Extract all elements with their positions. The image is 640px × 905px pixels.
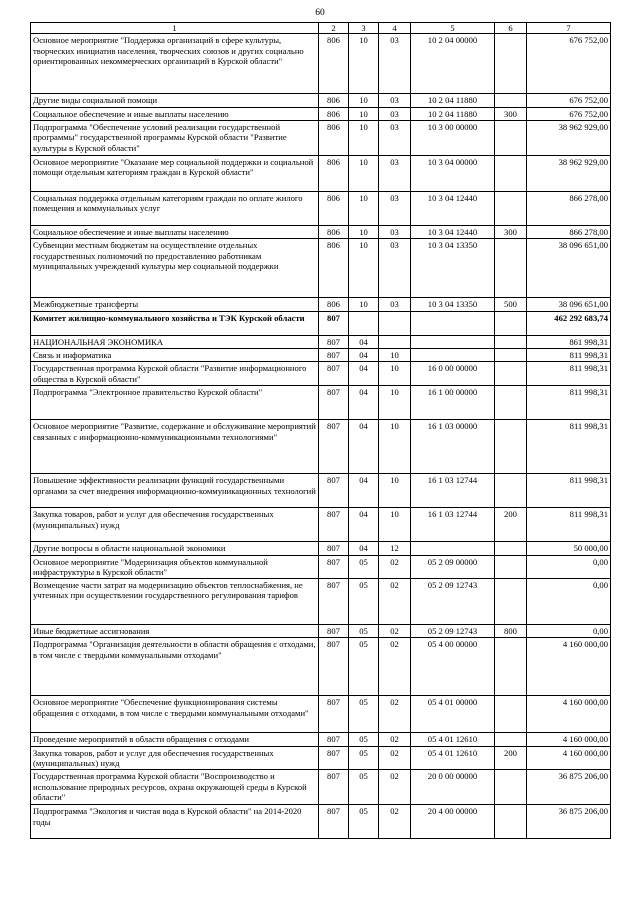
table-row (31, 94, 611, 107)
table-row (31, 335, 611, 348)
row-name-cell: Проведение мероприятий в области обращения с отходами (31, 733, 319, 746)
row-rz-cell: 05 (349, 696, 379, 733)
row-gr-cell: 807 (319, 805, 349, 839)
row-gr-cell: 807 (319, 638, 349, 696)
row-csr-cell: 20 4 00 00000 (411, 805, 495, 839)
row-amount-cell: 36 875 206,00 (527, 770, 611, 805)
row-vr-cell (495, 155, 527, 191)
table-row (31, 555, 611, 579)
budget-table (30, 22, 611, 839)
row-amount-cell: 38 962 929,00 (527, 155, 611, 191)
row-vr-cell (495, 94, 527, 107)
row-name-cell: Закупка товаров, работ и услуг для обеспечения государственных (муниципальных) нужд (31, 508, 319, 542)
row-gr-cell: 807 (319, 579, 349, 625)
row-amount-cell: 38 096 651,00 (527, 239, 611, 298)
row-name-cell: Подпрограмма "Обеспечение условий реализации государственной программы" государственной программы Курской области "Развитие культуры в Курской области" (31, 120, 319, 155)
row-name-cell: Основное мероприятие "Поддержка организаций в сфере культуры, творческих инициатив населения, творческих союзов и других социально ориентированных некоммерческих организаций в Курской области" (31, 34, 319, 94)
column-header: 6 (495, 23, 527, 34)
row-csr-cell: 10 3 04 13350 (411, 239, 495, 298)
row-gr-cell: 807 (319, 696, 349, 733)
row-name-cell: Подпрограмма "Организация деятельности в области обращения с отходами, в том числе с твердыми коммунальными отходами" (31, 638, 319, 696)
row-vr-cell (495, 386, 527, 420)
row-amount-cell: 866 278,00 (527, 191, 611, 225)
row-name-cell: Комитет жилищно-коммунального хозяйства и ТЭК Курской области (31, 311, 319, 335)
row-rz-cell: 10 (349, 225, 379, 238)
row-amount-cell: 38 962 929,00 (527, 120, 611, 155)
row-amount-cell: 0,00 (527, 625, 611, 638)
row-gr-cell: 807 (319, 508, 349, 542)
row-pr-cell: 02 (379, 579, 411, 625)
row-rz-cell: 05 (349, 746, 379, 770)
row-pr-cell: 10 (379, 362, 411, 386)
row-pr-cell: 02 (379, 555, 411, 579)
row-vr-cell (495, 348, 527, 361)
row-gr-cell: 807 (319, 362, 349, 386)
row-pr-cell: 02 (379, 805, 411, 839)
row-name-cell: Другие виды социальной помощи (31, 94, 319, 107)
row-pr-cell: 02 (379, 746, 411, 770)
row-csr-cell (411, 348, 495, 361)
table-row (31, 733, 611, 746)
row-csr-cell: 10 3 04 12440 (411, 225, 495, 238)
row-pr-cell: 03 (379, 155, 411, 191)
row-gr-cell: 807 (319, 625, 349, 638)
table-row (31, 362, 611, 386)
row-gr-cell: 807 (319, 311, 349, 335)
row-csr-cell: 05 4 01 12610 (411, 746, 495, 770)
row-amount-cell: 462 292 683,74 (527, 311, 611, 335)
row-gr-cell: 806 (319, 34, 349, 94)
row-pr-cell: 03 (379, 239, 411, 298)
row-pr-cell: 03 (379, 107, 411, 120)
row-gr-cell: 807 (319, 733, 349, 746)
row-pr-cell: 03 (379, 191, 411, 225)
row-name-cell: Иные бюджетные ассигнования (31, 625, 319, 638)
row-pr-cell: 10 (379, 474, 411, 508)
row-rz-cell: 04 (349, 508, 379, 542)
row-rz-cell: 04 (349, 335, 379, 348)
row-name-cell: Возмещение части затрат на модернизацию объектов теплоснабжения, не учтенных при осуществлении государственного регулирования тарифов (31, 579, 319, 625)
row-name-cell: Социальное обеспечение и иные выплаты населению (31, 225, 319, 238)
row-gr-cell: 806 (319, 155, 349, 191)
row-csr-cell (411, 335, 495, 348)
row-csr-cell: 16 1 03 12744 (411, 474, 495, 508)
row-pr-cell: 03 (379, 34, 411, 94)
row-csr-cell: 16 1 03 12744 (411, 508, 495, 542)
row-name-cell: Подпрограмма "Экология и чистая вода в Курской области" на 2014-2020 годы (31, 805, 319, 839)
table-row (31, 474, 611, 508)
row-name-cell: Субвенции местным бюджетам на осуществление отдельных государственных полномочий по предоставлению работникам муниципальных учреждений культуры мер социальной поддержки (31, 239, 319, 298)
row-rz-cell: 05 (349, 638, 379, 696)
row-csr-cell: 16 1 00 00000 (411, 386, 495, 420)
row-name-cell: Межбюджетные трансферты (31, 298, 319, 311)
row-name-cell: Основное мероприятие "Модернизация объектов коммунальной инфраструктуры в Курской области" (31, 555, 319, 579)
row-vr-cell (495, 335, 527, 348)
column-number-row (31, 23, 611, 34)
row-amount-cell: 811 998,31 (527, 362, 611, 386)
row-vr-cell: 200 (495, 746, 527, 770)
row-csr-cell: 16 1 03 00000 (411, 420, 495, 474)
row-name-cell: НАЦИОНАЛЬНАЯ ЭКОНОМИКА (31, 335, 319, 348)
row-name-cell: Основное мероприятие "Обеспечение функционирования системы обращения с отходами, в том числе с твердыми коммунальными отходами" (31, 696, 319, 733)
row-vr-cell (495, 770, 527, 805)
table-row (31, 420, 611, 474)
row-csr-cell: 10 3 04 13350 (411, 298, 495, 311)
row-csr-cell (411, 311, 495, 335)
row-rz-cell: 10 (349, 298, 379, 311)
row-rz-cell: 05 (349, 555, 379, 579)
row-pr-cell: 02 (379, 770, 411, 805)
table-row (31, 348, 611, 361)
row-csr-cell: 20 0 00 00000 (411, 770, 495, 805)
row-amount-cell: 811 998,31 (527, 420, 611, 474)
row-gr-cell: 807 (319, 746, 349, 770)
row-rz-cell: 04 (349, 348, 379, 361)
row-csr-cell: 05 4 01 12610 (411, 733, 495, 746)
column-header: 2 (319, 23, 349, 34)
row-amount-cell: 811 998,31 (527, 474, 611, 508)
row-name-cell: Социальная поддержка отдельным категориям граждан по оплате жилого помещения и коммунальных услуг (31, 191, 319, 225)
row-gr-cell: 807 (319, 386, 349, 420)
row-pr-cell: 10 (379, 386, 411, 420)
row-csr-cell: 10 3 04 12440 (411, 191, 495, 225)
row-vr-cell (495, 696, 527, 733)
row-pr-cell: 03 (379, 94, 411, 107)
row-rz-cell: 04 (349, 386, 379, 420)
row-amount-cell: 4 160 000,00 (527, 746, 611, 770)
table-row (31, 191, 611, 225)
row-rz-cell (349, 311, 379, 335)
row-csr-cell: 16 0 00 00000 (411, 362, 495, 386)
column-header: 4 (379, 23, 411, 34)
table-row (31, 508, 611, 542)
row-gr-cell: 807 (319, 335, 349, 348)
row-gr-cell: 806 (319, 107, 349, 120)
row-gr-cell: 806 (319, 225, 349, 238)
row-vr-cell: 800 (495, 625, 527, 638)
row-gr-cell: 806 (319, 239, 349, 298)
row-vr-cell (495, 474, 527, 508)
table-row (31, 805, 611, 839)
row-gr-cell: 806 (319, 191, 349, 225)
row-csr-cell: 10 3 00 00000 (411, 120, 495, 155)
row-rz-cell: 10 (349, 34, 379, 94)
row-amount-cell: 4 160 000,00 (527, 696, 611, 733)
row-pr-cell: 02 (379, 638, 411, 696)
row-name-cell: Повышение эффективности реализации функций государственными органами за счет внедрения информационно-коммуникационных технологий (31, 474, 319, 508)
row-pr-cell: 12 (379, 542, 411, 555)
row-vr-cell (495, 579, 527, 625)
row-pr-cell: 02 (379, 733, 411, 746)
row-name-cell: Государственная программа Курской области "Развитие информационного общества в Курской области" (31, 362, 319, 386)
table-row (31, 579, 611, 625)
row-rz-cell: 10 (349, 239, 379, 298)
row-vr-cell (495, 120, 527, 155)
row-rz-cell: 10 (349, 191, 379, 225)
row-rz-cell: 05 (349, 805, 379, 839)
row-pr-cell: 10 (379, 420, 411, 474)
row-pr-cell: 03 (379, 120, 411, 155)
row-pr-cell: 03 (379, 298, 411, 311)
row-gr-cell: 807 (319, 474, 349, 508)
row-amount-cell: 38 096 651,00 (527, 298, 611, 311)
row-vr-cell (495, 420, 527, 474)
row-name-cell: Основное мероприятие "Развитие, содержание и обслуживание мероприятий связанных с информационно-коммуникационными технологиями" (31, 420, 319, 474)
row-pr-cell (379, 311, 411, 335)
row-name-cell: Государственная программа Курской области "Воспроизводство и использование природных ресурсов, охрана окружающей среды в Курской области" (31, 770, 319, 805)
row-gr-cell: 806 (319, 298, 349, 311)
table-row (31, 638, 611, 696)
row-gr-cell: 806 (319, 120, 349, 155)
row-vr-cell: 300 (495, 225, 527, 238)
table-row (31, 770, 611, 805)
row-pr-cell: 10 (379, 348, 411, 361)
row-rz-cell: 10 (349, 107, 379, 120)
row-pr-cell: 02 (379, 625, 411, 638)
row-gr-cell: 807 (319, 555, 349, 579)
row-name-cell: Связь и информатика (31, 348, 319, 361)
row-amount-cell: 811 998,31 (527, 348, 611, 361)
table-row (31, 625, 611, 638)
row-name-cell: Основное мероприятие "Оказание мер социальной поддержки и социальной помощи отдельным категориям граждан в Курской области" (31, 155, 319, 191)
row-amount-cell: 0,00 (527, 555, 611, 579)
row-rz-cell: 05 (349, 733, 379, 746)
table-row (31, 696, 611, 733)
row-csr-cell (411, 542, 495, 555)
row-vr-cell (495, 362, 527, 386)
row-pr-cell (379, 335, 411, 348)
row-amount-cell: 811 998,31 (527, 508, 611, 542)
row-name-cell: Подпрограмма "Электронное правительство Курской области" (31, 386, 319, 420)
table-row (31, 542, 611, 555)
row-amount-cell: 676 752,00 (527, 94, 611, 107)
row-vr-cell: 300 (495, 107, 527, 120)
row-name-cell: Социальное обеспечение и иные выплаты населению (31, 107, 319, 120)
table-row (31, 239, 611, 298)
row-gr-cell: 807 (319, 348, 349, 361)
row-vr-cell (495, 311, 527, 335)
row-vr-cell (495, 805, 527, 839)
row-vr-cell (495, 542, 527, 555)
row-amount-cell: 676 752,00 (527, 34, 611, 94)
row-rz-cell: 10 (349, 155, 379, 191)
row-vr-cell (495, 733, 527, 746)
row-amount-cell: 0,00 (527, 579, 611, 625)
row-amount-cell: 4 160 000,00 (527, 733, 611, 746)
row-csr-cell: 10 3 04 00000 (411, 155, 495, 191)
row-vr-cell (495, 555, 527, 579)
row-amount-cell: 866 278,00 (527, 225, 611, 238)
row-gr-cell: 806 (319, 94, 349, 107)
row-pr-cell: 03 (379, 225, 411, 238)
row-rz-cell: 05 (349, 579, 379, 625)
row-vr-cell (495, 191, 527, 225)
row-rz-cell: 04 (349, 362, 379, 386)
column-header: 5 (411, 23, 495, 34)
row-amount-cell: 811 998,31 (527, 386, 611, 420)
row-vr-cell: 500 (495, 298, 527, 311)
table-row (31, 298, 611, 311)
row-rz-cell: 04 (349, 542, 379, 555)
row-csr-cell: 10 2 04 11880 (411, 94, 495, 107)
row-gr-cell: 807 (319, 542, 349, 555)
row-rz-cell: 04 (349, 420, 379, 474)
row-name-cell: Другие вопросы в области национальной экономики (31, 542, 319, 555)
row-gr-cell: 807 (319, 770, 349, 805)
row-vr-cell (495, 239, 527, 298)
row-amount-cell: 36 875 206,00 (527, 805, 611, 839)
row-vr-cell (495, 638, 527, 696)
row-csr-cell: 05 2 09 12743 (411, 579, 495, 625)
row-rz-cell: 10 (349, 94, 379, 107)
page-number: 60 (315, 8, 325, 18)
column-header: 1 (31, 23, 319, 34)
row-csr-cell: 10 2 04 00000 (411, 34, 495, 94)
row-amount-cell: 4 160 000,00 (527, 638, 611, 696)
table-row (31, 107, 611, 120)
row-csr-cell: 05 4 01 00000 (411, 696, 495, 733)
row-rz-cell: 04 (349, 474, 379, 508)
table-body (31, 34, 611, 839)
row-gr-cell: 807 (319, 420, 349, 474)
row-pr-cell: 10 (379, 508, 411, 542)
row-amount-cell: 676 752,00 (527, 107, 611, 120)
table-row (31, 120, 611, 155)
row-rz-cell: 05 (349, 625, 379, 638)
row-csr-cell: 05 2 09 12743 (411, 625, 495, 638)
table-row (31, 155, 611, 191)
table-row (31, 746, 611, 770)
row-csr-cell: 10 2 04 11880 (411, 107, 495, 120)
column-header: 7 (527, 23, 611, 34)
table-row (31, 34, 611, 94)
row-amount-cell: 50 000,00 (527, 542, 611, 555)
row-csr-cell: 05 4 00 00000 (411, 638, 495, 696)
row-name-cell: Закупка товаров, работ и услуг для обеспечения государственных (муниципальных) нужд (31, 746, 319, 770)
row-vr-cell: 200 (495, 508, 527, 542)
table-row (31, 311, 611, 335)
row-pr-cell: 02 (379, 696, 411, 733)
column-header: 3 (349, 23, 379, 34)
table-row (31, 225, 611, 238)
row-csr-cell: 05 2 09 00000 (411, 555, 495, 579)
row-amount-cell: 861 998,31 (527, 335, 611, 348)
row-vr-cell (495, 34, 527, 94)
table-row (31, 386, 611, 420)
row-rz-cell: 05 (349, 770, 379, 805)
row-rz-cell: 10 (349, 120, 379, 155)
